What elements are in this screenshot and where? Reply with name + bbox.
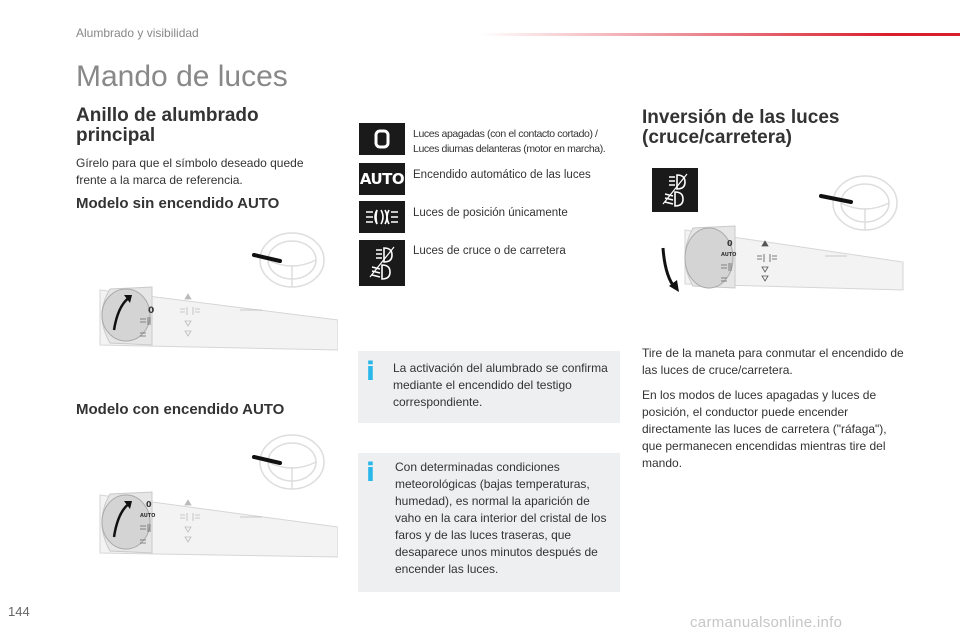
page-title: Mando de luces — [76, 60, 288, 93]
model-auto-heading: Modelo con encendido AUTO — [76, 401, 285, 418]
note-activation — [358, 351, 620, 423]
legend-off-text: Luces apagadas (con el contacto cortado) / Luces diurnas delanteras (motor en marcha). — [413, 128, 606, 155]
dipped-main-beam-icon — [359, 240, 405, 286]
lever-zero-label: 0 — [148, 306, 155, 316]
watermark: carmanualsonline.info — [690, 614, 843, 631]
inversion-text-1: Tire de la maneta para conmutar el encendido de las luces de cruce/carretera. — [642, 346, 904, 377]
model-no-auto-heading: Modelo sin encendido AUTO — [76, 195, 280, 212]
inversion-heading: Inversión de las luces (cruce/carretera) — [642, 107, 840, 148]
zero-symbol-icon — [359, 123, 405, 155]
legend-auto-text: Encendido automático de las luces — [413, 169, 591, 181]
header-accent-line — [480, 33, 960, 36]
legend-beam-text: Luces de cruce o de carretera — [413, 245, 566, 257]
inversion-text-2: En los modos de luces apagadas y luces de posición, el conductor puede encender directamente las luces de carretera ("ráfaga"), que permanecen encendidas mientras tire del mando. — [642, 388, 887, 470]
note-condensation-text: Con determinadas condiciones meteorológicas (bajas temperaturas, humedad), es normal la aparición de vaho en la cara interior del cristal de los faros y de las luces traseras, que desaparece unos minutos después de encender las luces. — [395, 460, 607, 576]
section-header: Alumbrado y visibilidad — [76, 26, 199, 40]
note-activation-text: La activación del alumbrado se confirma mediante el encendido del testigo correspondiente. — [393, 361, 608, 409]
auto-symbol-label: AUTO — [359, 170, 405, 188]
info-icon: i — [366, 458, 375, 488]
lever-zero-label: 0 — [146, 500, 152, 509]
lever-auto-label: AUTO — [140, 513, 156, 519]
page-number: 144 — [8, 604, 30, 619]
lever-auto-label: AUTO — [721, 252, 737, 258]
lever-auto-illustration — [88, 425, 338, 575]
position-lights-icon — [359, 201, 405, 233]
main-ring-text: Gírelo para que el símbolo deseado quede frente a la marca de referencia. — [76, 156, 304, 187]
lever-pull-illustration — [655, 168, 905, 303]
main-ring-heading: Anillo de alumbrado principal — [76, 105, 259, 146]
lever-zero-label: 0 — [727, 239, 733, 248]
lever-no-auto-illustration — [88, 225, 338, 365]
auto-symbol-icon — [359, 163, 405, 195]
info-icon: i — [366, 357, 375, 387]
legend-position-text: Luces de posición únicamente — [413, 207, 568, 219]
note-condensation — [358, 453, 620, 592]
